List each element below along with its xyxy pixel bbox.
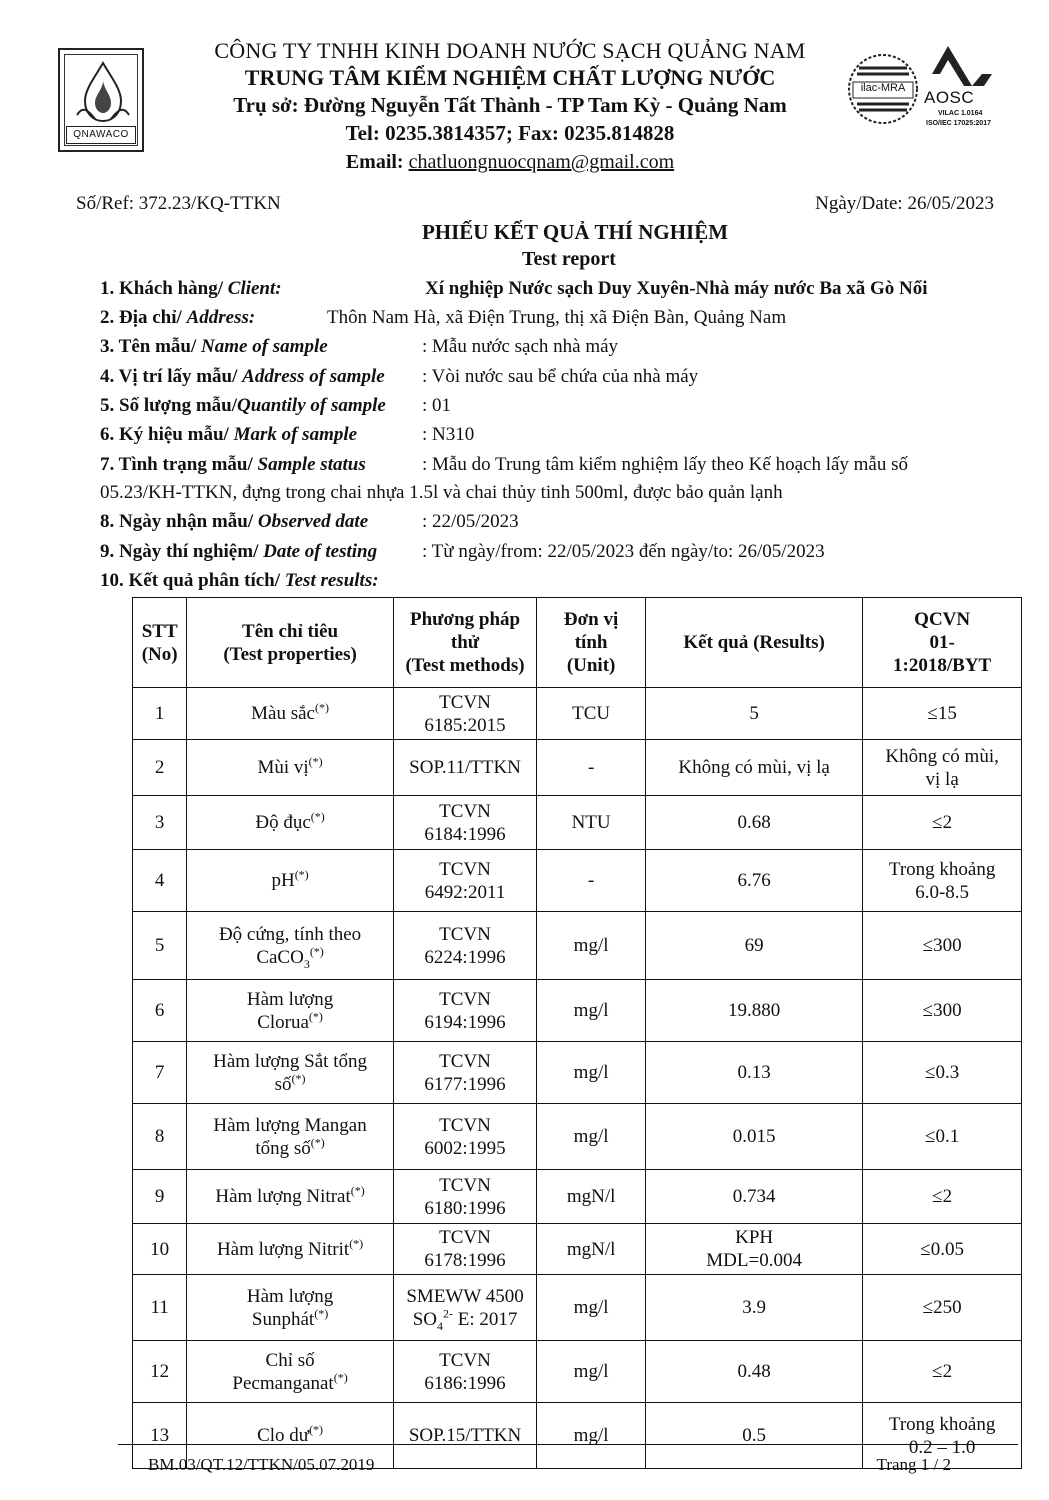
info-label: 7. Tình trạng mẫu/ [100,454,258,475]
cell-unit: mg/l [537,1341,646,1403]
cell-standard: ≤0.05 [863,1224,1022,1275]
cell-method: TCVN 6002:1995 [393,1104,536,1170]
cell-property: Chỉ số Pecmanganat(*) [187,1341,393,1403]
vilac-code: VILAC 1.0164 [938,110,983,117]
info-label-en: Client: [227,278,282,299]
cell-standard: ≤0.3 [863,1042,1022,1104]
cell-no: 5 [133,912,187,980]
cell-method: TCVN 6177:1996 [393,1042,536,1104]
cell-unit: mgN/l [537,1224,646,1275]
table-row [133,796,1022,850]
table-row [133,1042,1022,1104]
cell-property: Độ cứng, tính theo CaCO$_3$(*) [187,912,393,980]
info-value: Xí nghiệp Nước sạch Duy Xuyên-Nhà máy nước Ba xã Gò Nổi [425,278,928,299]
info-label-en: Test results: [284,570,379,591]
cell-standard: ≤300 [863,980,1022,1042]
info-label: 5. Số lượng mẫu/ [100,395,238,416]
cell-property: Độ đục(*) [187,796,393,850]
col-header-standard: QCVN 01- 1:2018/BYT [863,598,1022,688]
info-line [100,366,1020,388]
info-value: : N310 [422,424,475,445]
cell-method: TCVN 6185:2015 [393,688,536,740]
cell-result: KPH MDL=0.004 [645,1224,862,1275]
table-row [133,1170,1022,1224]
cell-method: TCVN 6186:1996 [393,1341,536,1403]
aosc-triangle-icon [922,44,1002,88]
report-subtitle: Test report [522,248,616,270]
info-line [100,570,1020,592]
cell-standard: ≤2 [863,1170,1022,1224]
cell-no: 12 [133,1341,187,1403]
cell-no: 4 [133,850,187,912]
cell-no: 3 [133,796,187,850]
iso-standard: ISO/IEC 17025:2017 [926,120,991,127]
col-header-method: Phương pháp thử (Test methods) [393,598,536,688]
footer-divider [118,1444,1018,1445]
cell-standard: ≤250 [863,1275,1022,1341]
cell-property: Hàm lượng Clorua(*) [187,980,393,1042]
info-line [100,395,1020,417]
contact-email: Email: chatluongnuocqnam@gmail.com [345,151,675,173]
col-header-unit: Đơn vị tính (Unit) [537,598,646,688]
cell-standard: Trong khoảng 0.2 – 1.0 [863,1403,1022,1469]
cell-result: 5 [645,688,862,740]
info-label-en: Observed date [257,511,369,532]
report-title: PHIẾU KẾT QUẢ THÍ NGHIỆM [421,220,729,244]
cell-property: Mùi vị(*) [187,740,393,796]
info-label: 3. Tên mẫu/ [100,336,202,357]
office-address: Trụ sở: Đường Nguyễn Tất Thành - TP Tam Kỳ - Quảng Nam [233,93,787,117]
info-value: : 01 [422,395,452,416]
cell-unit: mg/l [537,1403,646,1469]
cell-method: TCVN 6178:1996 [393,1224,536,1275]
company-logo [58,48,144,152]
table-row [133,688,1022,740]
info-label-en: Mark of sample [233,424,358,445]
cell-property: Hàm lượng Nitrit(*) [187,1224,393,1275]
cell-property: pH(*) [187,850,393,912]
col-header-no: STT (No) [133,598,187,688]
cell-method: TCVN 6180:1996 [393,1170,536,1224]
cell-property: Clo dư(*) [187,1403,393,1469]
cell-standard: ≤300 [863,912,1022,980]
info-label: 4. Vị trí lấy mẫu/ [100,366,243,387]
info-label-en: Quantily of sample [237,395,386,416]
info-line [100,541,1020,563]
cell-method: TCVN 6184:1996 [393,796,536,850]
cell-result: Không có mùi, vị lạ [645,740,862,796]
info-label-en: Address: [186,307,256,328]
cell-standard: Trong khoảng 6.0-8.5 [863,850,1022,912]
info-value: : Vòi nước sau bể chứa của nhà máy [422,366,699,387]
info-label-en: Date of testing [263,541,378,562]
cell-unit: - [537,740,646,796]
table-row [133,980,1022,1042]
cell-unit: mg/l [537,1042,646,1104]
cell-no: 10 [133,1224,187,1275]
cell-property: Hàm lượng Nitrat(*) [187,1170,393,1224]
col-header-result: Kết quả (Results) [645,598,862,688]
reference-number: Số/Ref: 372.23/KQ-TTKN [76,193,281,214]
cell-no: 6 [133,980,187,1042]
table-row [133,1341,1022,1403]
cell-result: 0.015 [645,1104,862,1170]
results-table [132,597,1022,1469]
info-label: 9. Ngày thí nghiệm/ [100,541,264,562]
cell-result: 0.734 [645,1170,862,1224]
email-link[interactable]: chatluongnuocqnam@gmail.com [408,151,675,173]
cell-result: 19.880 [645,980,862,1042]
cell-result: 0.13 [645,1042,862,1104]
cell-no: 8 [133,1104,187,1170]
info-label: 6. Ký hiệu mẫu/ [100,424,234,445]
info-value: : 22/05/2023 [422,511,519,532]
cell-result: 6.76 [645,850,862,912]
cell-standard: Không có mùi, vị lạ [863,740,1022,796]
cell-standard: ≤2 [863,796,1022,850]
report-date: Ngày/Date: 26/05/2023 [815,193,994,214]
info-label-en: Address of sample [242,366,385,387]
table-row [133,740,1022,796]
cell-result: 0.68 [645,796,862,850]
cell-method: TCVN 6194:1996 [393,980,536,1042]
info-label-en: Name of sample [201,336,328,357]
cell-property: Hàm lượng Sắt tổng số(*) [187,1042,393,1104]
company-name: CÔNG TY TNHH KINH DOANH NƯỚC SẠCH QUẢNG NAM [214,38,806,63]
cell-property: Hàm lượng Sunphát(*) [187,1275,393,1341]
cell-no: 1 [133,688,187,740]
table-header-row [133,598,1022,688]
cell-unit: - [537,850,646,912]
form-code: BM.03/QT.12/TTKN/05.07.2019 [148,1455,375,1474]
table-row [133,850,1022,912]
cell-no: 13 [133,1403,187,1469]
cell-result: 3.9 [645,1275,862,1341]
cell-standard: ≤15 [863,688,1022,740]
cell-standard: ≤2 [863,1341,1022,1403]
cell-unit: TCU [537,688,646,740]
cell-method: TCVN 6492:2011 [393,850,536,912]
cell-unit: mg/l [537,912,646,980]
cell-method: SMEWW 4500 $SO_4^{2-}$ E: 2017 [393,1275,536,1341]
info-line [100,454,1020,476]
letterhead [190,38,830,177]
water-drop-icon [65,55,141,131]
table-row [133,1275,1022,1341]
info-line [100,511,1020,533]
cell-unit: mg/l [537,980,646,1042]
table-row [133,1104,1022,1170]
cell-method: SOP.11/TTKN [393,740,536,796]
cell-no: 9 [133,1170,187,1224]
cell-property: Hàm lượng Mangan tổng số(*) [187,1104,393,1170]
cell-result: 69 [645,912,862,980]
cell-property: Màu sắc(*) [187,688,393,740]
info-label: 1. Khách hàng/ [100,278,228,299]
info-value: Thôn Nam Hà, xã Điện Trung, thị xã Điện Bàn, Quảng Nam [327,307,787,328]
info-label-en: Sample status [257,454,366,475]
info-line [100,424,1020,446]
cell-no: 7 [133,1042,187,1104]
info-line [100,336,1020,358]
info-value: : Từ ngày/from: 22/05/2023 đến ngày/to: 26/05/2023 [422,541,825,562]
info-line [100,278,1020,300]
info-value: 05.23/KH-TTKN, đựng trong chai nhựa 1.5l và chai thủy tinh 500ml, được bảo quản lạnh [100,482,783,503]
cell-method: SOP.15/TTKN [393,1403,536,1469]
logo-badge: QNAWACO [66,126,136,144]
aosc-logo [922,44,1002,134]
info-line [100,482,1020,504]
cell-unit: mgN/l [537,1170,646,1224]
cell-method: TCVN 6224:1996 [393,912,536,980]
info-value: : Mẫu do Trung tâm kiểm nghiệm lấy theo Kế hoạch lấy mẫu số [422,454,909,475]
cell-result: 0.5 [645,1403,862,1469]
info-label: 10. Kết quả phân tích/ [100,570,285,591]
table-row [133,1224,1022,1275]
center-name: TRUNG TÂM KIỂM NGHIỆM CHẤT LƯỢNG NƯỚC [244,65,776,90]
cell-unit: NTU [537,796,646,850]
info-line [100,307,1020,329]
info-label: 2. Địa chỉ/ [100,307,187,328]
info-label: 8. Ngày nhận mẫu/ [100,511,258,532]
aosc-name: AOSC [924,88,975,107]
contact-phone: Tel: 0235.3814357; Fax: 0235.814828 [345,121,675,145]
cell-no: 2 [133,740,187,796]
col-header-property: Tên chỉ tiêu (Test properties) [187,598,393,688]
cell-unit: mg/l [537,1275,646,1341]
cell-no: 11 [133,1275,187,1341]
cell-unit: mg/l [537,1104,646,1170]
ilac-label: ilac-MRA [860,82,906,94]
cell-result: 0.48 [645,1341,862,1403]
table-row [133,912,1022,980]
page-number: Trang 1 / 2 [876,1455,951,1474]
info-value: : Mẫu nước sạch nhà máy [422,336,619,357]
cell-standard: ≤0.1 [863,1104,1022,1170]
